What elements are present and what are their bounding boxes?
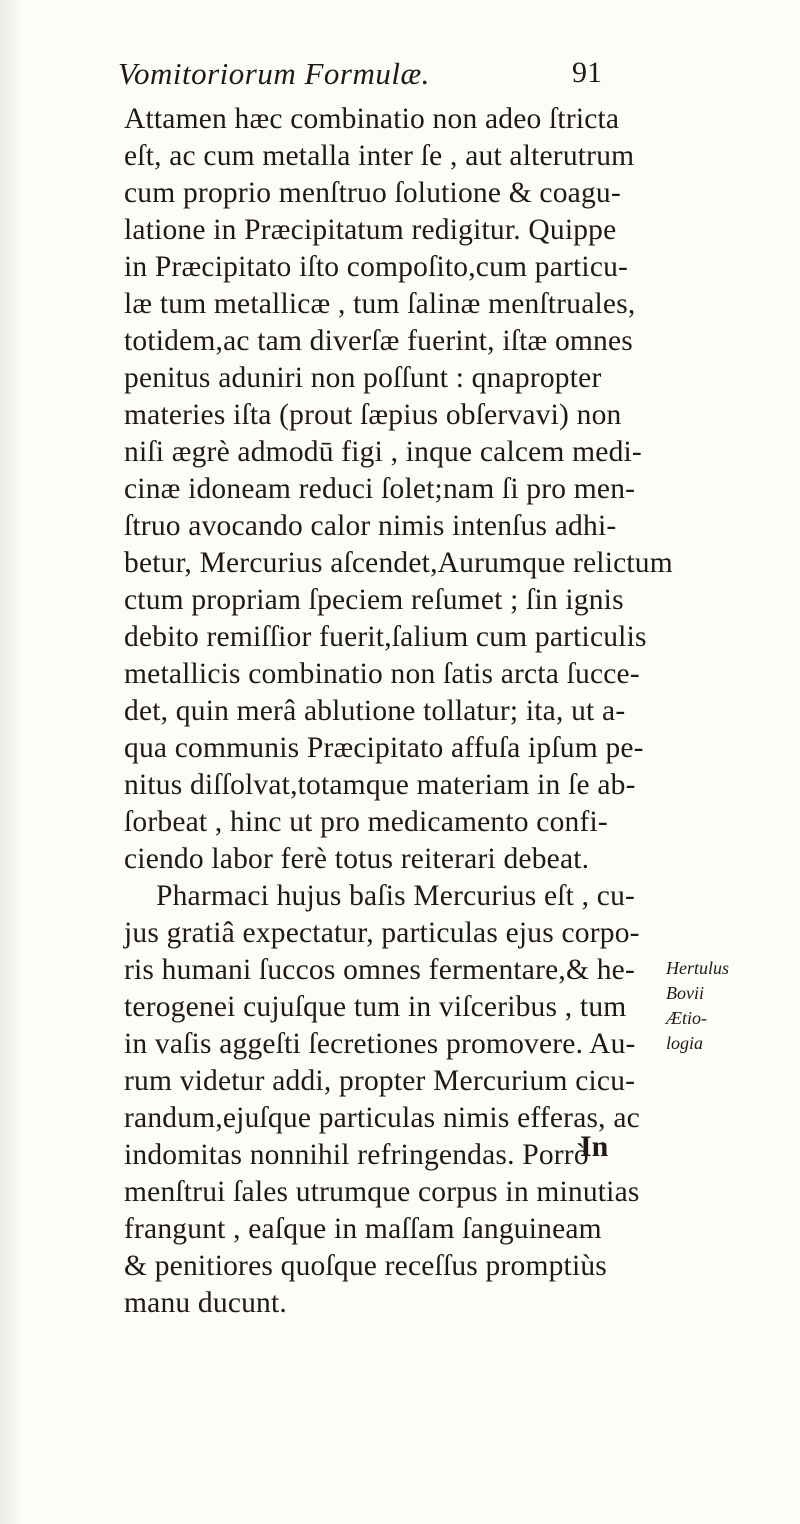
text-line: cum proprio menſtruo ſolutione & coagu- [124, 177, 621, 209]
text-line: & penitiores quoſque receſſus promptiùs [124, 1250, 607, 1282]
text-line: nitus diſſolvat,totamque materiam in ſe ab- [124, 769, 636, 801]
margin-note-line: logia [666, 1033, 704, 1053]
text-line: qua communis Præcipitato affuſa ipſum pe- [124, 732, 644, 764]
margin-note-line: Bovii [666, 983, 704, 1003]
text-line: menſtrui ſales utrumque corpus in minutias [124, 1176, 640, 1208]
margin-note [666, 956, 786, 1056]
text-line: det, quin merâ ablutione tollatur; ita, ut a- [124, 695, 626, 727]
gutter-shadow [0, 0, 24, 1524]
text-line: frangunt , eaſque in maſſam ſanguineam [124, 1213, 602, 1245]
text-line: ctum propriam ſpeciem reſumet ; ſin ignis [124, 584, 624, 616]
text-line: niſi ægrè admodū figi , inque calcem medi- [124, 436, 642, 468]
text-line: læ tum metallicæ , tum ſalinæ menſtruales, [124, 288, 636, 320]
text-line: materies iſta (prout ſæpius obſervavi) non [124, 399, 622, 431]
text-line: ſorbeat , hinc ut pro medicamento confi- [124, 806, 608, 838]
text-line: in vaſis aggeſti ſecretiones promovere. Au- [124, 1028, 636, 1060]
catchword: In [580, 1130, 609, 1163]
running-title: Vomitoriorum Formulæ. [118, 56, 430, 91]
text-line: terogenei cujuſque tum in viſceribus , tum [124, 991, 627, 1023]
text-line: ris humani ſuccos omnes fermentare,& he- [124, 954, 635, 986]
text-line: randum,ejuſque particulas nimis efferas, ac [124, 1102, 640, 1134]
text-line: metallicis combinatio non ſatis arcta ſucce- [124, 658, 640, 690]
text-line: indomitas nonnihil refringendas. Porrò [124, 1139, 589, 1171]
text-line: betur, Mercurius aſcendet,Aurumque relictum [124, 547, 673, 579]
text-line: in Præcipitato iſto compoſito,cum particu- [124, 251, 629, 283]
text-line: latione in Præcipitatum redigitur. Quippe [124, 214, 617, 246]
text-line: ciendo labor ferè totus reiterari debeat. [124, 843, 590, 875]
text-line: Attamen hæc combinatio non adeo ſtricta [124, 103, 620, 135]
text-line: debito remiſſior fuerit,ſalium cum particulis [124, 621, 647, 653]
page-number: 91 [572, 56, 602, 89]
running-head [0, 56, 800, 96]
text-line: cinæ idoneam reduci ſolet;nam ſi pro men- [124, 473, 636, 505]
margin-note-line: Ætio- [666, 1008, 708, 1028]
margin-note-line: Hertulus [666, 958, 729, 978]
text-line: ſtruo avocando calor nimis intenſus adhi- [124, 510, 617, 542]
text-line-paragraph-start: Pharmaci hujus baſis Mercurius eſt , cu- [156, 880, 636, 912]
text-line: rum videtur addi, propter Mercurium cicu- [124, 1065, 636, 1097]
text-line: manu ducunt. [124, 1287, 287, 1319]
text-line: eſt, ac cum metalla inter ſe , aut alterutrum [124, 140, 635, 172]
text-line: totidem,ac tam diverſæ fuerint, iſtæ omnes [124, 325, 633, 357]
text-line: jus gratiâ expectatur, particulas ejus corpo- [124, 917, 640, 949]
text-line: penitus aduniri non poſſunt : qnapropter [124, 362, 602, 394]
body-text [124, 101, 673, 1322]
